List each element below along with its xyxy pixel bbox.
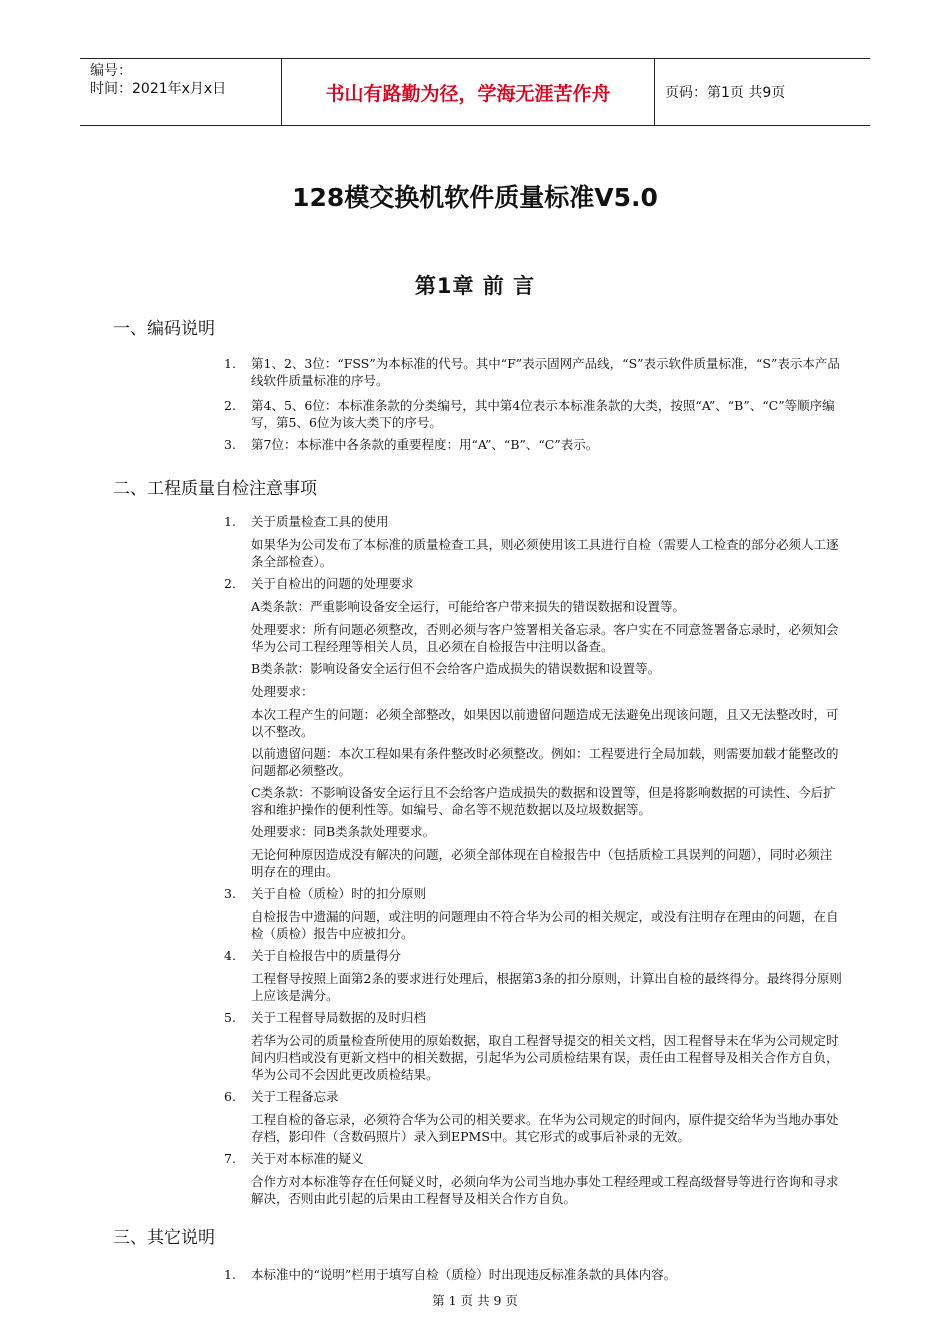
paragraph: 本次工程产生的问题：必须全部整改，如果因以前遗留问题造成无法避免出现该问题，且又无法整改时，可以不整改。 [251, 707, 839, 739]
paragraph: A类条款：严重影响设备安全运行，可能给客户带来损失的错误数据和设置等。 [251, 599, 686, 614]
list-number: 1. [224, 514, 236, 529]
paragraph: 合作方对本标准等存在任何疑义时，必须向华为公司当地办事处工程经理或工程高级督导等进行咨询和寻求解决，否则由此引起的后果由工程督导及相关合作方自负。 [251, 1174, 839, 1206]
paragraph: 工程督导按照上面第2条的要求进行处理后，根据第3条的扣分原则，计算出自检的最终得分。最终得分原则上应该是满分。 [251, 971, 842, 1003]
list-number: 5. [224, 1010, 236, 1025]
header-motto: 书山有路勤为径，学海无涯苦作舟 [282, 59, 655, 125]
list-text: 本标准中的“说明”栏用于填写自检（质检）时出现违反标准条款的具体内容。 [251, 1267, 677, 1282]
paragraph: 处理要求：同B类条款处理要求。 [251, 824, 436, 839]
list-item [224, 885, 844, 902]
page-footer: 第 1 页 共 9 页 [432, 1293, 518, 1308]
list-item [224, 397, 844, 431]
paragraph: B类条款：影响设备安全运行但不会给客户造成损失的错误数据和设置等。 [251, 661, 661, 676]
list-number: 2. [224, 576, 236, 591]
header-left-cell [80, 59, 282, 125]
list-number: 2. [224, 398, 236, 413]
list-text: 关于对本标准的疑义 [251, 1151, 364, 1166]
list-item [224, 1266, 844, 1283]
paragraph: 处理要求： [251, 684, 314, 699]
time-label: 时间：2021年x月x日 [90, 81, 227, 97]
paragraph: 无论何种原因造成没有解决的问题，必须全部体现在自检报告中（包括质检工具误判的问题），同时必须注明存在的理由。 [251, 847, 833, 879]
list-text: 关于质量检查工具的使用 [251, 514, 389, 529]
list-item [224, 947, 844, 964]
list-text: 第4、5、6位：本标准条款的分类编号，其中第4位表示本标准条款的大类，按照“A”、“B”、“C”等顺序编写，第5、6位为该大类下的序号。 [251, 398, 835, 430]
header-table [80, 58, 870, 126]
list-number: 3. [224, 886, 236, 901]
list-text: 第7位：本标准中各条款的重要程度：用“A”、“B”、“C”表示。 [251, 437, 599, 452]
list-number: 6. [224, 1089, 236, 1104]
paragraph: C类条款：不影响设备安全运行且不会给客户造成损失的数据和设置等，但是将影响数据的可读性、今后扩容和维护操作的便利性等。如编号、命名等不规范数据以及垃圾数据等。 [251, 785, 836, 817]
list-number: 1. [224, 356, 236, 371]
paragraph: 工程自检的备忘录，必须符合华为公司的相关要求。在华为公司规定的时间内，原件提交给华为当地办事处存档，影印件（含数码照片）录入到EPMS中。其它形式的或事后补录的无效。 [251, 1112, 839, 1144]
list-item [224, 575, 844, 592]
section-heading-encoding: 一、编码说明 [113, 319, 215, 339]
list-number: 4. [224, 948, 236, 963]
section-heading-other: 三、其它说明 [113, 1228, 215, 1248]
list-text: 关于工程备忘录 [251, 1089, 339, 1104]
list-text: 关于自检出的问题的处理要求 [251, 576, 414, 591]
paragraph: 自检报告中遗漏的问题，或注明的问题理由不符合华为公司的相关规定，或没有注明存在理由的问题，在自检（质检）报告中应被扣分。 [251, 909, 839, 941]
list-item [224, 355, 844, 389]
list-item [224, 513, 844, 530]
list-text: 关于自检报告中的质量得分 [251, 948, 402, 963]
list-number: 1. [224, 1267, 236, 1282]
paragraph: 如果华为公司发布了本标准的质量检查工具，则必须使用该工具进行自检（需要人工检查的部分必须人工逐条全部检查）。 [251, 537, 839, 569]
paragraph: 处理要求：所有问题必须整改，否则必须与客户签署相关备忘录。客户实在不同意签署备忘录时，必须知会华为公司工程经理等相关人员，且必须在自检报告中注明以备查。 [251, 622, 839, 654]
paragraph: 以前遗留问题：本次工程如果有条件整改时必须整改。例如：工程要进行全局加载，则需要加载才能整改的问题都必须整改。 [251, 746, 839, 778]
list-item [224, 1088, 844, 1105]
list-item [224, 1009, 844, 1026]
header-page-label: 页码：第1页 共9页 [665, 85, 786, 101]
chapter-heading: 第1章 前 言 [414, 274, 536, 298]
list-text: 关于自检（质检）时的扣分原则 [251, 886, 427, 901]
section-heading-self-check: 二、工程质量自检注意事项 [113, 479, 317, 499]
list-text: 关于工程督导局数据的及时归档 [251, 1010, 427, 1025]
list-item [224, 436, 844, 453]
paragraph: 若华为公司的质量检查所使用的原始数据，取自工程督导提交的相关文档，因工程督导未在华为公司规定时间内归档或没有更新文档中的相关数据，引起华为公司质检结果有误，责任由工程督导及相关合作方自负，华为公司不会因此更改质检结果。 [251, 1033, 839, 1082]
list-number: 3. [224, 437, 236, 452]
list-item [224, 1150, 844, 1167]
document-title: 128模交换机软件质量标准V5.0 [292, 183, 658, 212]
list-number: 7. [224, 1151, 236, 1166]
list-text: 第1、2、3位：“FSS”为本标准的代号。其中“F”表示固网产品线，“S”表示软件质量标准，“S”表示本产品线软件质量标准的序号。 [251, 356, 840, 388]
number-label: 编号： [90, 63, 132, 79]
